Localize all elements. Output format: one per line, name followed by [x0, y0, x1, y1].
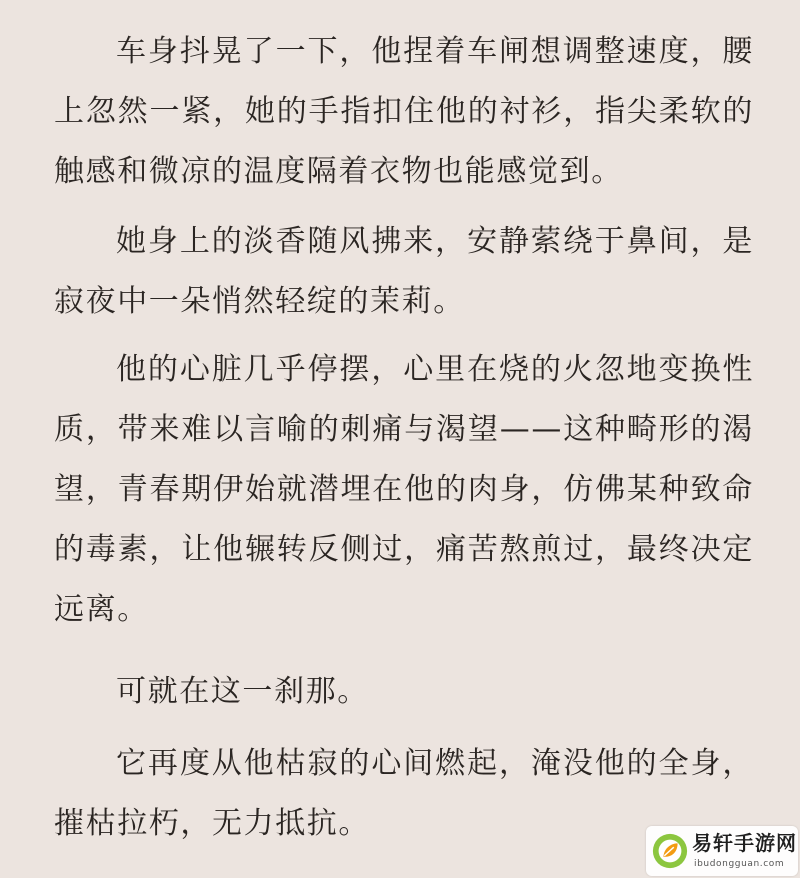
paragraph-5: 它再度从他枯寂的心间燃起，淹没他的全身，摧枯拉朽，无力抵抗。: [54, 746, 754, 841]
paragraph-4: 可就在这一刹那。: [116, 674, 369, 709]
site-watermark: [646, 826, 798, 876]
leaf-circle-icon: [651, 832, 689, 870]
paragraph-3: 他的心脏几乎停摆，心里在烧的火忽地变换性质，带来难以言喻的刺痛与渴望——这种畸形的渴望，青春期伊始就潜埋在他的肉身，仿佛某种致命的毒素，让他辗转反侧过，痛苦熬煎过，最终决定远离。: [54, 352, 754, 627]
watermark-domain: ibudongguan.com: [694, 859, 785, 869]
watermark-title: 易轩手游网: [692, 831, 797, 855]
paragraph-2: 她身上的淡香随风拂来，安静萦绕于鼻间，是寂夜中一朵悄然轻绽的茉莉。: [54, 224, 754, 319]
paragraph-1: 车身抖晃了一下，他捏着车闸想调整速度，腰上忽然一紧，她的手指扣住他的衬衫，指尖柔软的触感和微凉的温度隔着衣物也能感觉到。: [54, 34, 754, 189]
